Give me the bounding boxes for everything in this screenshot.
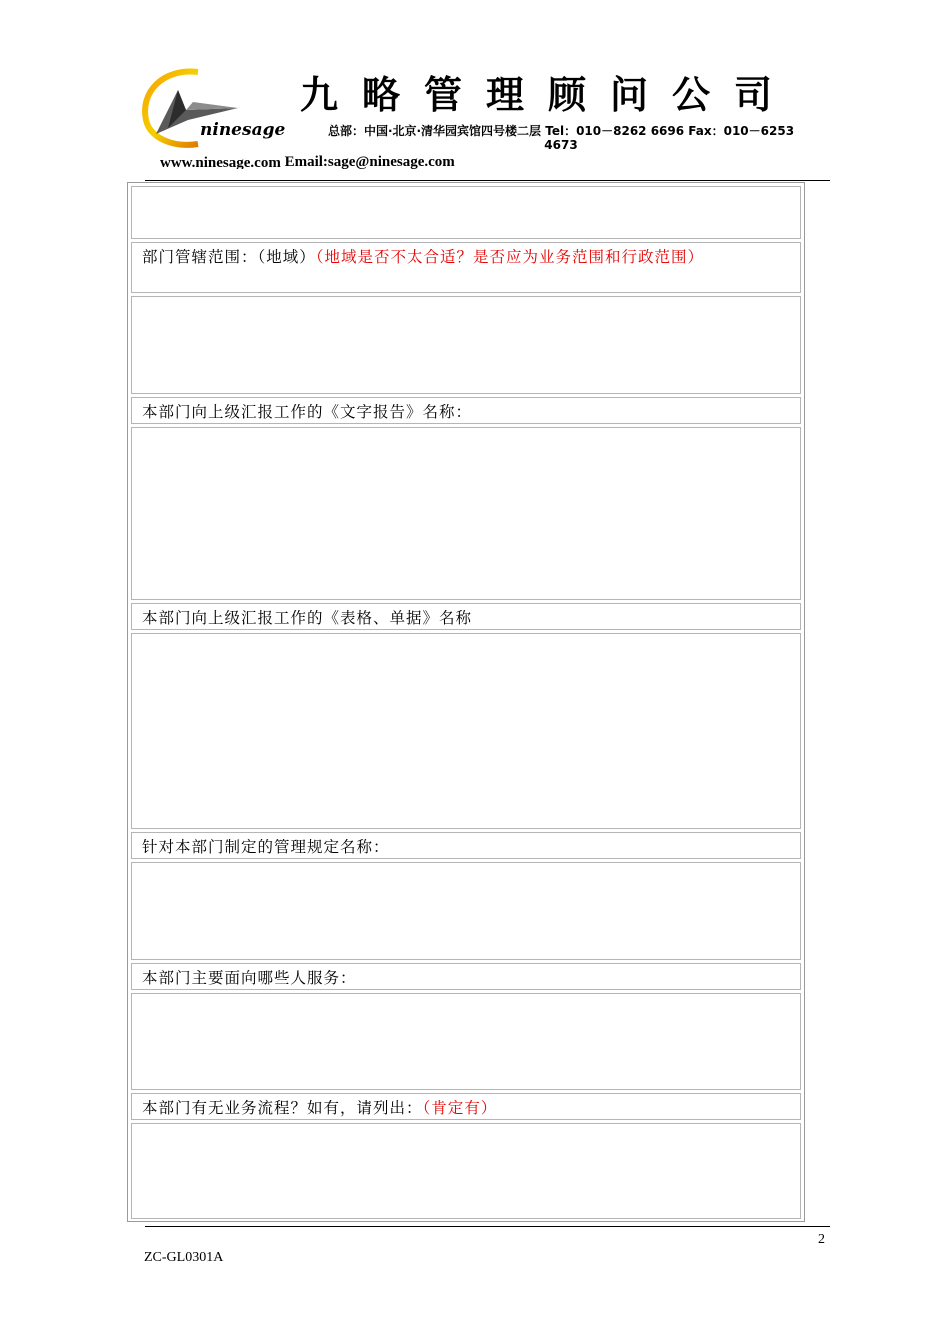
text-report-answer-cell[interactable] [131,427,801,600]
page-number: 2 [818,1232,825,1247]
forms-label: 本部门向上级汇报工作的《表格、单据》名称 [142,609,473,627]
regulations-label: 针对本部门制定的管理规定名称： [142,838,390,856]
email-link[interactable]: Email:sage@ninesage.com [284,154,455,170]
logo-wordmark: ninesage [200,120,286,140]
process-label: 本部门有无业务流程？如有，请列出： [142,1099,423,1117]
text-report-label: 本部门向上级汇报工作的《文字报告》名称： [142,403,473,421]
forms-label-row [131,603,801,630]
service-label-row [131,963,801,990]
top-blank-cell[interactable] [131,186,801,239]
ninesage-logo [138,62,286,157]
website-link[interactable]: www.ninesage.com [160,155,281,169]
scope-label: 部门管辖范围：（地域） [142,248,316,266]
service-label: 本部门主要面向哪些人服务： [142,969,357,987]
company-address [296,124,826,152]
address-line-1: 总部：中国·北京·清华园宾馆四号楼二层 Tel：010－8262 6696 Fax：010－6253 [327,124,795,138]
department-form-table [127,182,805,1222]
document-code: ZC-GL0301A [144,1250,224,1265]
service-answer-cell[interactable] [131,993,801,1090]
logo-graphic [138,62,278,157]
process-note: （肯定有） [422,1099,498,1117]
footer-divider [145,1226,830,1227]
forms-answer-cell[interactable] [131,633,801,829]
regulations-label-row [131,832,801,859]
page-header [0,0,950,190]
scope-answer-cell[interactable] [131,296,801,394]
address-line-2: 4673 [544,138,578,152]
scope-note: （地域是否不太合适？是否应为业务范围和行政范围） [315,248,705,266]
contact-line [160,154,455,171]
text-report-label-row [131,397,801,424]
regulations-answer-cell[interactable] [131,862,801,960]
process-answer-cell[interactable] [131,1123,801,1219]
header-divider [145,180,830,181]
process-label-row [131,1093,801,1120]
company-name: 九略管理顾问公司 [300,72,797,117]
scope-label-row [131,242,801,293]
